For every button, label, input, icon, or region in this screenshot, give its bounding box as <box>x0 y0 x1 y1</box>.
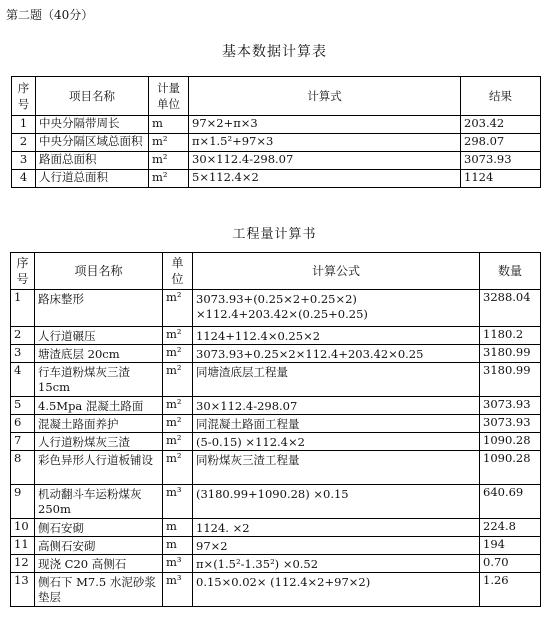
col-header-formula: 计算公式 <box>193 253 480 290</box>
section-heading: 第二题（40分） <box>6 8 94 22</box>
unit: m <box>163 519 193 537</box>
item-name: 混凝土路面养护 <box>35 415 163 433</box>
formula: 0.15×0.02× (112.4×2+97×2) <box>193 573 480 607</box>
unit: m² <box>163 363 193 397</box>
row-number: 4 <box>12 170 36 188</box>
unit: m² <box>163 415 193 433</box>
table-row <box>12 170 541 188</box>
col-header-unit: 计量单位 <box>149 77 189 116</box>
unit: m <box>163 537 193 555</box>
result: 203.42 <box>461 116 541 134</box>
table-row <box>11 555 541 573</box>
item-name: 4.5Mpa 混凝土路面 <box>35 397 163 415</box>
unit: m² <box>149 170 189 188</box>
col-header-result: 结果 <box>461 77 541 116</box>
quantity: 3180.99 <box>480 345 541 363</box>
row-number: 7 <box>11 433 35 451</box>
result: 3073.93 <box>461 152 541 170</box>
table-row <box>12 152 541 170</box>
unit: m² <box>163 451 193 485</box>
row-number: 11 <box>11 537 35 555</box>
item-name: 彩色异形人行道板铺设 <box>35 451 163 485</box>
unit: m² <box>149 152 189 170</box>
quantity: 3073.93 <box>480 415 541 433</box>
table-row <box>11 397 541 415</box>
quantity: 3073.93 <box>480 397 541 415</box>
table1-title: 基本数据计算表 <box>222 44 327 60</box>
row-number: 4 <box>11 363 35 397</box>
table-row <box>11 363 541 397</box>
quantity: 0.70 <box>480 555 541 573</box>
formula: 5×112.4×2 <box>189 170 461 188</box>
col-header-formula: 计算式 <box>189 77 461 116</box>
quantity: 640.69 <box>480 485 541 519</box>
unit: m² <box>163 433 193 451</box>
col-header-no: 序号 <box>12 77 36 116</box>
row-number: 13 <box>11 573 35 607</box>
item-name: 人行道总面积 <box>36 170 149 188</box>
quantity: 1090.28 <box>480 433 541 451</box>
col-header-no: 序号 <box>11 253 35 290</box>
row-number: 12 <box>11 555 35 573</box>
table-row <box>11 537 541 555</box>
quantity: 194 <box>480 537 541 555</box>
formula: π×1.5²+97×3 <box>189 134 461 152</box>
row-number: 3 <box>12 152 36 170</box>
quantity: 3288.04 <box>480 290 541 327</box>
table-row <box>12 134 541 152</box>
quantity: 1180.2 <box>480 327 541 345</box>
item-name: 高侧石安砌 <box>35 537 163 555</box>
basic-data-table <box>11 76 541 188</box>
item-name: 人行道碾压 <box>35 327 163 345</box>
unit: m³ <box>163 555 193 573</box>
row-number: 9 <box>11 485 35 519</box>
item-name: 侧石安砌 <box>35 519 163 537</box>
formula: 97×2 <box>193 537 480 555</box>
unit: m² <box>163 397 193 415</box>
quantity: 1.26 <box>480 573 541 607</box>
row-number: 6 <box>11 415 35 433</box>
formula: 1124+112.4×0.25×2 <box>193 327 480 345</box>
table-row <box>11 573 541 607</box>
row-number: 2 <box>12 134 36 152</box>
formula: 同混凝土路面工程量 <box>193 415 480 433</box>
unit: m² <box>149 134 189 152</box>
formula: π×(1.5²-1.35²) ×0.52 <box>193 555 480 573</box>
result: 298.07 <box>461 134 541 152</box>
quantity: 1090.28 <box>480 451 541 485</box>
unit: m² <box>163 290 193 327</box>
quantity: 3180.99 <box>480 363 541 397</box>
table-row <box>11 345 541 363</box>
row-number: 1 <box>11 290 35 327</box>
col-header-unit: 单位 <box>163 253 193 290</box>
item-name: 机动翻斗车运粉煤灰250m <box>35 485 163 519</box>
item-name: 现浇 C20 高侧石 <box>35 555 163 573</box>
item-name: 中央分隔带周长 <box>36 116 149 134</box>
item-name: 塘渣底层 20cm <box>35 345 163 363</box>
formula: (5-0.15) ×112.4×2 <box>193 433 480 451</box>
formula: 3073.93+0.25×2×112.4+203.42×0.25 <box>193 345 480 363</box>
row-number: 1 <box>12 116 36 134</box>
formula: 97×2+π×3 <box>189 116 461 134</box>
item-name: 侧石下 M7.5 水泥砂浆垫层 <box>35 573 163 607</box>
item-name: 中央分隔区域总面积 <box>36 134 149 152</box>
table-row <box>11 485 541 519</box>
quantity: 224.8 <box>480 519 541 537</box>
table-row <box>11 415 541 433</box>
table-row <box>11 519 541 537</box>
item-name: 人行道粉煤灰三渣 <box>35 433 163 451</box>
table-row <box>11 451 541 485</box>
col-header-name: 项目名称 <box>35 253 163 290</box>
table-row <box>11 433 541 451</box>
row-number: 8 <box>11 451 35 485</box>
unit: m <box>149 116 189 134</box>
row-number: 10 <box>11 519 35 537</box>
row-number: 3 <box>11 345 35 363</box>
quantity-calculation-table <box>10 252 541 607</box>
unit: m² <box>163 345 193 363</box>
result: 1124 <box>461 170 541 188</box>
formula: (3180.99+1090.28) ×0.15 <box>193 485 480 519</box>
unit: m³ <box>163 485 193 519</box>
col-header-qty: 数量 <box>480 253 541 290</box>
row-number: 2 <box>11 327 35 345</box>
item-name: 路面总面积 <box>36 152 149 170</box>
formula: 30×112.4-298.07 <box>193 397 480 415</box>
table-row <box>11 290 541 327</box>
table2-title: 工程量计算书 <box>232 227 317 242</box>
formula: 3073.93+(0.25×2+0.25×2) ×112.4+203.42×(0.25+0.25) <box>193 290 480 327</box>
formula: 同塘渣底层工程量 <box>193 363 480 397</box>
item-name: 行车道粉煤灰三渣15cm <box>35 363 163 397</box>
col-header-name: 项目名称 <box>36 77 149 116</box>
table-row <box>12 116 541 134</box>
formula: 同粉煤灰三渣工程量 <box>193 451 480 485</box>
formula: 30×112.4-298.07 <box>189 152 461 170</box>
formula: 1124. ×2 <box>193 519 480 537</box>
table-row <box>11 327 541 345</box>
row-number: 5 <box>11 397 35 415</box>
unit: m³ <box>163 573 193 607</box>
unit: m² <box>163 327 193 345</box>
item-name: 路床整形 <box>35 290 163 327</box>
